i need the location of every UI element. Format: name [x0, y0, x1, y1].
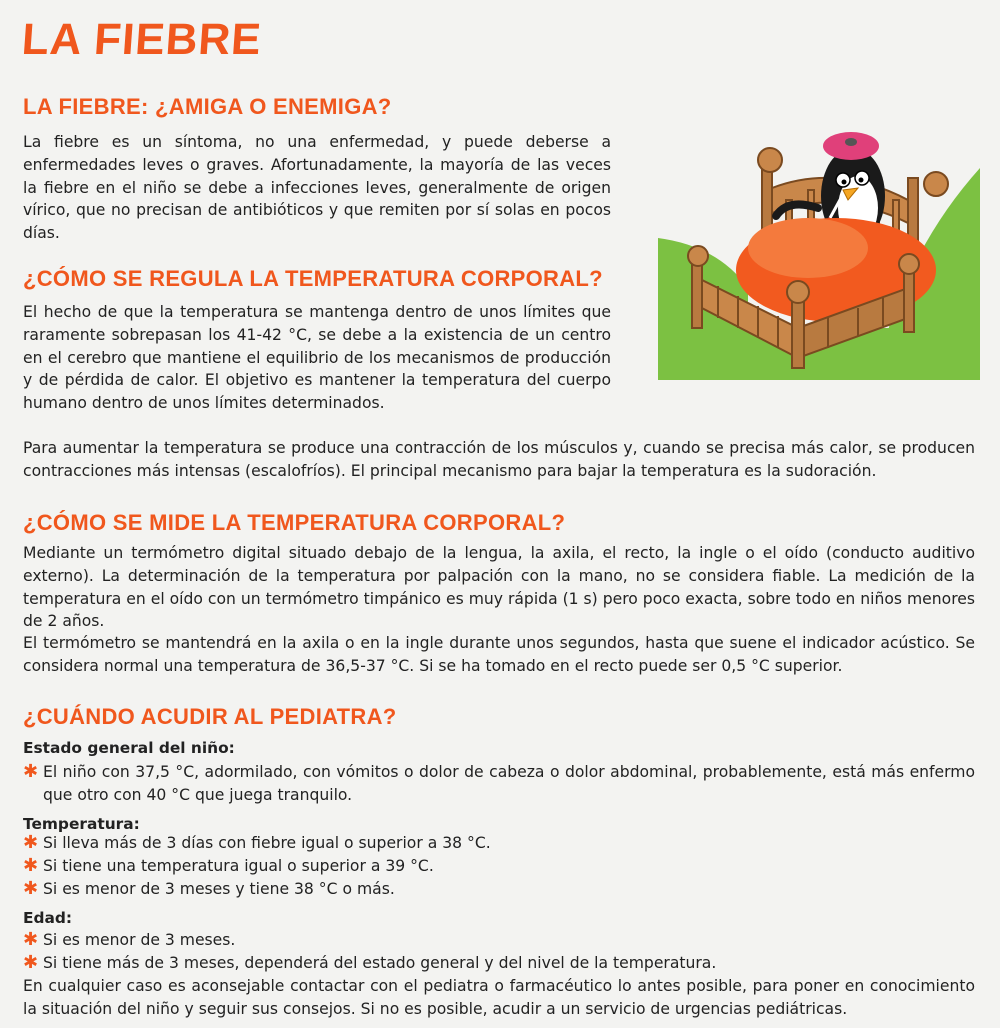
list-item-text: Si tiene una temperatura igual o superior a 39 °C.	[43, 857, 434, 875]
list-item	[23, 929, 975, 952]
closing-text: En cualquier caso es aconsejable contactar con el pediatra o farmacéutico lo antes posible, para poner en conocimiento la situación del niño y seguir sus consejos. Si no es posible, acudir a un servicio de urgencias pediátricas.	[23, 977, 975, 1018]
section-text-mide: Mediante un termómetro digital situado debajo de la lengua, la axila, el recto, la ingle o el oído (conducto auditivo externo). La determinación de la temperatura por palpación con la mano, no se considera fiable. La medición de la temperatura en el oído con un termómetro timpánico es muy rápida (1 s) pero poco exacta, sobre todo en niños menores de 2 años.	[23, 544, 975, 631]
list-item-text: Si lleva más de 3 días con fiebre igual o superior a 38 °C.	[43, 834, 491, 852]
section-heading-mide: ¿CÓMO SE MIDE LA TEMPERATURA CORPORAL?	[23, 510, 566, 535]
page-title: LA FIEBRE	[20, 15, 264, 64]
list-item-text: Si tiene más de 3 meses, dependerá del estado general y del nivel de la temperatura.	[43, 954, 717, 972]
section-heading-pediatra: ¿CUÁNDO ACUDIR AL PEDIATRA?	[23, 704, 397, 729]
section-text-regula-2: Para aumentar la temperatura se produce una contracción de los músculos y, cuando se precisa más calor, se producen contracciones más intensas (escalofríos). El principal mecanismo para bajar la temperatura es la sudoración.	[23, 439, 975, 480]
list-item	[23, 952, 975, 975]
list-item-text: Si es menor de 3 meses.	[43, 931, 236, 949]
list-item	[23, 761, 975, 807]
section-text-mide-2: El termómetro se mantendrá en la axila o en la ingle durante unos segundos, hasta que suene el indicador acústico. Se considera normal una temperatura de 36,5-37 °C. Si se ha tomado en el recto puede ser 0,5 °C superior.	[23, 634, 975, 675]
asterisk-icon: ✱	[23, 761, 39, 782]
section-text-amiga-enemiga: La fiebre es un síntoma, no una enfermedad, y puede deberse a enfermedades leves o graves. Afortunadamente, la mayoría de las veces la fiebre en el niño se debe a infecciones leves, generalmente de origen vírico, que no precisan de antibióticos y que remiten por sí solas en pocos días.	[23, 133, 611, 243]
section-heading-amiga-enemiga: LA FIEBRE: ¿AMIGA O ENEMIGA?	[23, 94, 392, 119]
sick-penguin-in-bed-illustration	[658, 128, 980, 380]
list-item	[23, 855, 975, 878]
group-label-edad: Edad:	[23, 909, 73, 927]
asterisk-icon: ✱	[23, 952, 39, 973]
list-item	[23, 832, 975, 855]
list-item-text: El niño con 37,5 °C, adormilado, con vómitos o dolor de cabeza o dolor abdominal, probablemente, está más enfermo que otro con 40 °C que juega tranquilo.	[43, 763, 975, 804]
section-text-regula: El hecho de que la temperatura se mantenga dentro de unos límites que raramente sobrepasan los 41-42 °C, se debe a la existencia de un centro en el cerebro que mantiene el equilibrio de los mecanismos de producción y de pérdida de calor. El objetivo es mantener la temperatura del cuerpo humano dentro de unos límites determinados.	[23, 303, 611, 413]
list-item-text: Si es menor de 3 meses y tiene 38 °C o más.	[43, 880, 395, 898]
asterisk-icon: ✱	[23, 929, 39, 950]
group-label-temperatura: Temperatura:	[23, 815, 140, 833]
asterisk-icon: ✱	[23, 855, 39, 876]
list-item	[23, 878, 975, 901]
asterisk-icon: ✱	[23, 878, 39, 899]
asterisk-icon: ✱	[23, 832, 39, 853]
section-heading-regula: ¿CÓMO SE REGULA LA TEMPERATURA CORPORAL?	[23, 266, 603, 291]
group-label-estado: Estado general del niño:	[23, 739, 235, 757]
